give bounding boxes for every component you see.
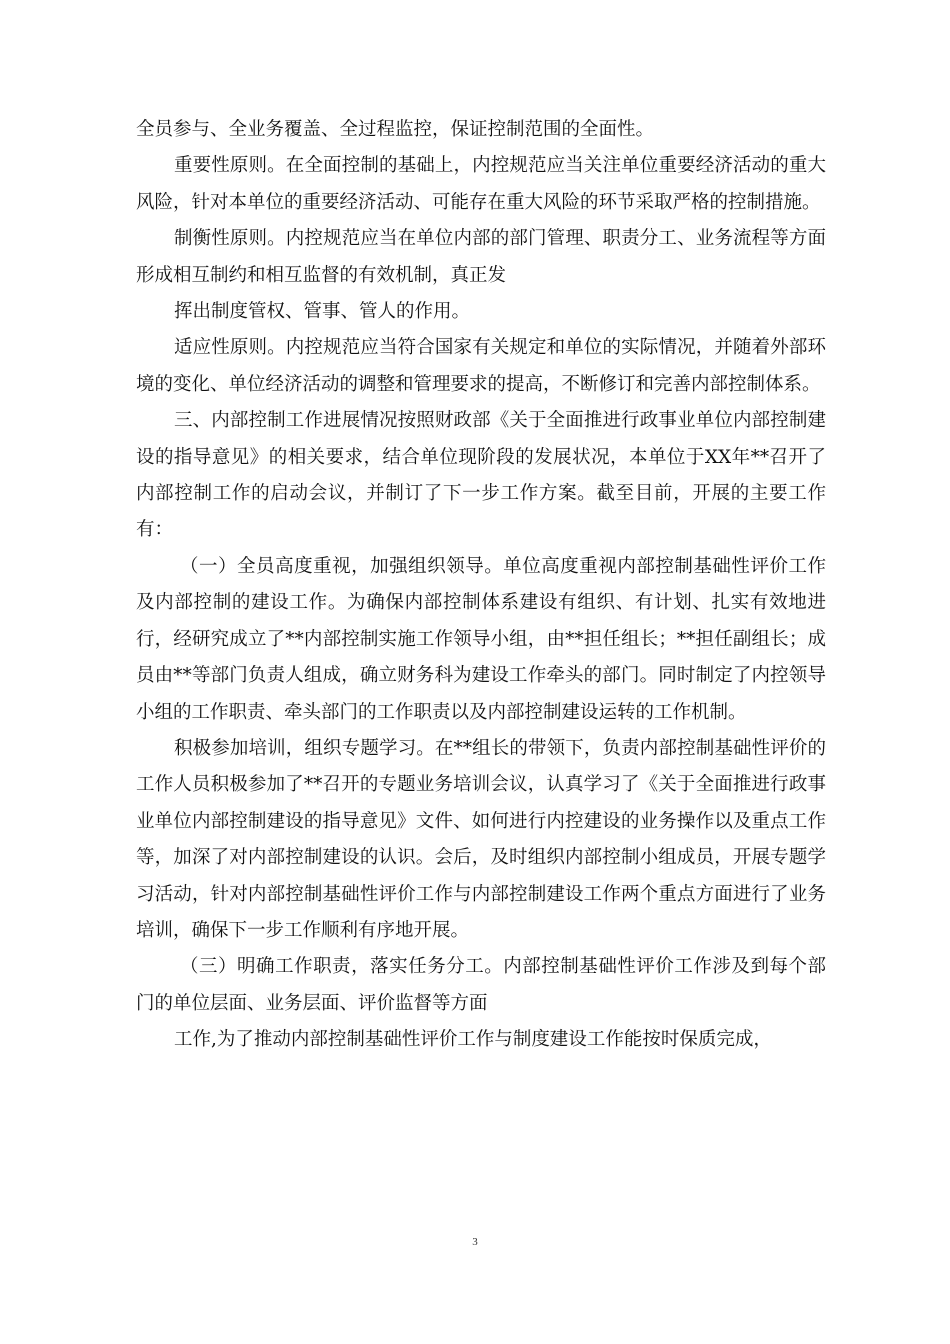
- document-body: [136, 112, 826, 1059]
- paragraph-training: 积极参加培训，组织专题学习。在**组长的带领下，负责内部控制基础性评价的工作人员积极参加了**召开的专题业务培训会议，认真学习了《关于全面推进行政事业单位内部控制建设的指导意见》文件、如何进行内控建设的业务操作以及重点工作等，加深了对内部控制建设的认识。会后，及时组织内部控制小组成员，开展专题学习活动，针对内部控制基础性评价工作与内部控制建设工作两个重点方面进行了业务培训，确保下一步工作顺利有序地开展。: [136, 737, 826, 941]
- paragraph-checks-balances-principle: 制衡性原则。内控规范应当在单位内部的部门管理、职责分工、业务流程等方面形成相互制约和相互监督的有效机制，真正发: [136, 228, 826, 286]
- paragraph-continuation: 全员参与、全业务覆盖、全过程监控，保证控制范围的全面性。: [136, 119, 655, 140]
- paragraph-adaptability-principle: 适应性原则。内控规范应当符合国家有关规定和单位的实际情况，并随着外部环境的变化、单位经济活动的调整和管理要求的提高，不断修订和完善内部控制体系。: [136, 337, 826, 395]
- paragraph-checks-balances-continuation: 挥出制度管权、管事、管人的作用。: [174, 301, 471, 323]
- paragraph-item-three-continuation: 工作,为了推动内部控制基础性评价工作与制度建设工作能按时保质完成，: [174, 1029, 772, 1051]
- paragraph-item-three: （三）明确工作职责，落实任务分工。内部控制基础性评价工作涉及到每个部门的单位层面、业务层面、评价监督等方面: [136, 956, 826, 1014]
- paragraph-progress-section: 三、内部控制工作进展情况按照财政部《关于全面推进行政事业单位内部控制建设的指导意见》的相关要求，结合单位现阶段的发展状况，本单位于XX年**召开了内部控制工作的启动会议，并制订了下一步工作方案。截至目前，开展的主要工作有：: [136, 410, 826, 541]
- page-number: 3: [472, 1236, 478, 1248]
- paragraph-importance-principle: 重要性原则。在全面控制的基础上，内控规范应当关注单位重要经济活动的重大风险，针对本单位的重要经济活动、可能存在重大风险的环节采取严格的控制措施。: [136, 155, 826, 213]
- paragraph-item-one: （一）全员高度重视，加强组织领导。单位高度重视内部控制基础性评价工作及内部控制的建设工作。为确保内部控制体系建设有组织、有计划、扎实有效地进行，经研究成立了**内部控制实施工作领导小组，由**担任组长；**担任副组长；成员由**等部门负责人组成，确立财务科为建设工作牵头的部门。同时制定了内控领导小组的工作职责、牵头部门的工作职责以及内部控制建设运转的工作机制。: [136, 555, 826, 723]
